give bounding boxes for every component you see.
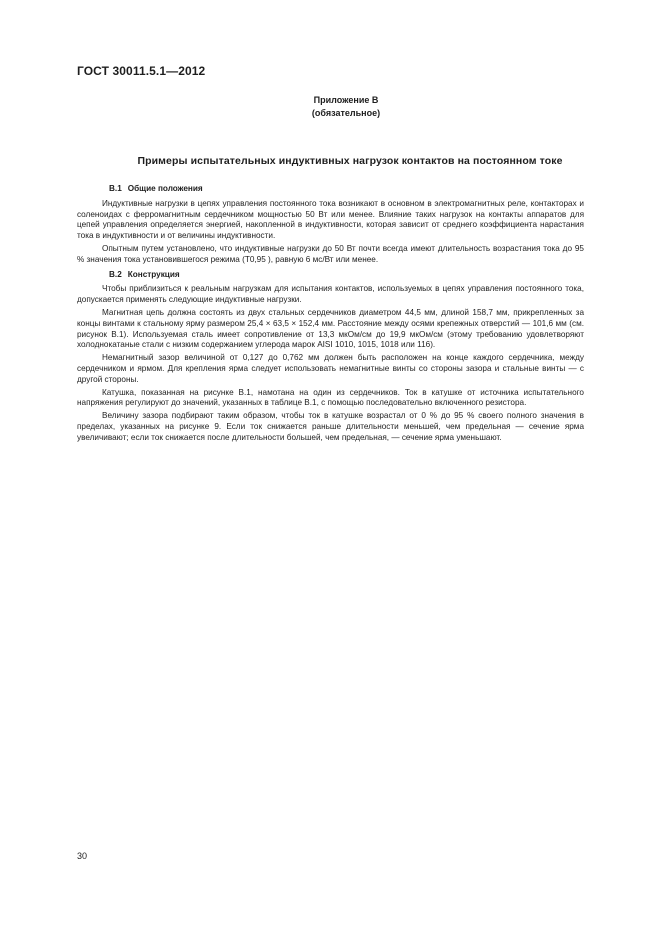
paragraph: Немагнитный зазор величиной от 0,127 до 0,762 мм должен быть расположен на конце каждого сердечника, между сердечником и ярмом. Для крепления ярма следует использовать немагнитные винты со стороны зазора и стальные винты — с другой стороны. (77, 353, 584, 384)
paragraph: Величину зазора подбирают таким образом, чтобы ток в катушке возрастал от 0 % до 95 % своего полного значения в пределах, указанных на рисунке 9. Если ток снижается раньше длительности меньшей, чем предельная — сечение ярма увеличивают; если ток снижается после длительности большей, чем предельная, — сечение ярма уменьшают. (77, 411, 584, 442)
section-number: В.1 (109, 184, 122, 193)
document-code: ГОСТ 30011.5.1—2012 (77, 64, 206, 78)
section-heading-text: Конструкция (127, 269, 180, 279)
annex-status: (обязательное) (311, 108, 381, 118)
paragraph: Магнитная цепь должна состоять из двух стальных сердечников диаметром 44,5 мм, длиной 158,7 мм, прикрепленных за концы винтами к стальному ярму размером 25,4 × 63,5 × 152,4 мм. Расстояние между осями крепежных отверстий — 101,6 мм (см. рисунок В.1). Используемая сталь имеет сопротивление от 13,3 мкОм/см до 19,9 мкОм/см (этому требованию удовлетворяют холоднокатаные стали с низким содержанием углерода марок AISI 1010, 1015, 1018 или 116). (77, 307, 584, 350)
paragraph: Опытным путем установлено, что индуктивные нагрузки до 50 Вт почти всегда имеют длительность возрастания тока до 95 % значения тока установившегося режима (T0,95 ), равную 6 мс/Вт или менее. (77, 243, 584, 264)
body-text (77, 184, 584, 446)
paragraph: Чтобы приблизиться к реальным нагрузкам для испытания контактов, используемых в цепях управления постоянного тока, допускается применять следующие индуктивные нагрузки. (77, 284, 584, 305)
section-heading (77, 184, 584, 195)
paragraph: Индуктивные нагрузки в цепях управления постоянного тока возникают в основном в электромагнитных реле, контакторах и соленоидах с ферромагнитным сердечником мощностью 50 Вт или менее. Влияние таких нагрузок на контакты аппаратов для цепей управления определяется энергией, накопленной в индуктивности, которая зависит от среднего коэффициента нарастания тока в индуктивности и от величины индуктивности. (77, 198, 584, 241)
page-number: 30 (77, 851, 88, 861)
annex-title: Приложение В (313, 95, 379, 105)
section-title: Примеры испытательных индуктивных нагрузок контактов на постоянном токе (137, 155, 563, 167)
paragraph: Катушка, показанная на рисунке В.1, намотана на один из сердечников. Ток в катушке от источника испытательного напряжения регулируют до значений, указанных в таблице В.1, с помощью последовательно включенного резистора. (77, 387, 584, 408)
section-number: В.2 (109, 269, 122, 279)
section-heading-text: Общие положения (127, 184, 203, 193)
section-heading (77, 270, 584, 281)
